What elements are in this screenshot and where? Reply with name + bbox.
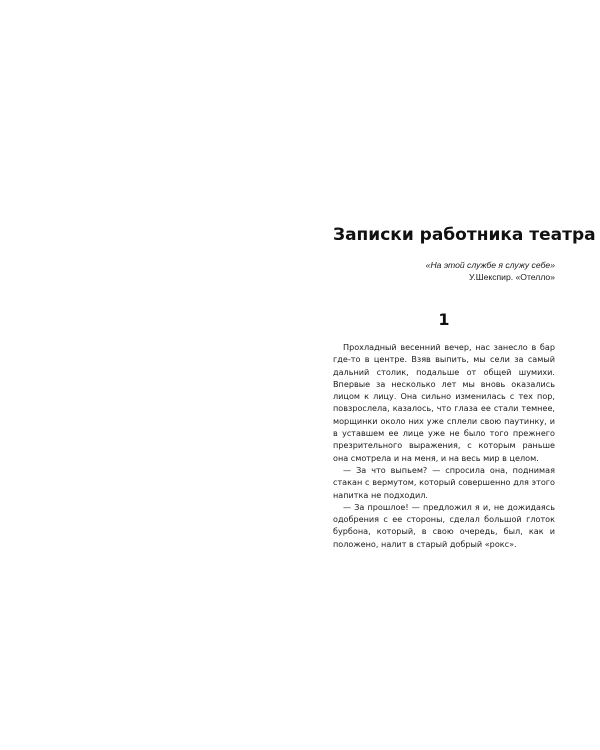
paragraph: Прохладный весенний вечер, нас занесло в бар где-то в центре. Взяв выпить, мы сели за самый дальний столик, подальше от общей шумихи. Впервые за несколько лет мы вновь оказались лицом к лицу. Она сильно изменилась с тех пор, повзрослела, казалось, что глаза ее стали темнее, морщинки около них уже сплели свою паутинку, и в уставшем ее лице уже не было того прежнего презрительного выражения, с которым раньше она смотрела и на меня, и на весь мир в целом. [333,342,555,463]
body-text [333,341,555,550]
paragraph: — За прошлое! — предложил я и, не дожидаясь одобрения с ее стороны, сделал большой глоток бурбона, который, в свою очередь, был, как и положено, налит в старый добрый «рокс». [333,501,555,549]
chapter-title: Записки работника театра [333,225,596,245]
text-column [333,222,596,550]
epigraph [333,259,555,283]
paragraph: — За что выпьем? — спросила она, поднимая стакан с вермутом, который совершенно для этого напитка не подходил. [333,464,555,500]
section-number: 1 [438,310,450,329]
epigraph-source: У.Шекспир. «Отелло» [468,272,555,282]
epigraph-quote: «На этой службе я служу себе» [425,260,555,270]
